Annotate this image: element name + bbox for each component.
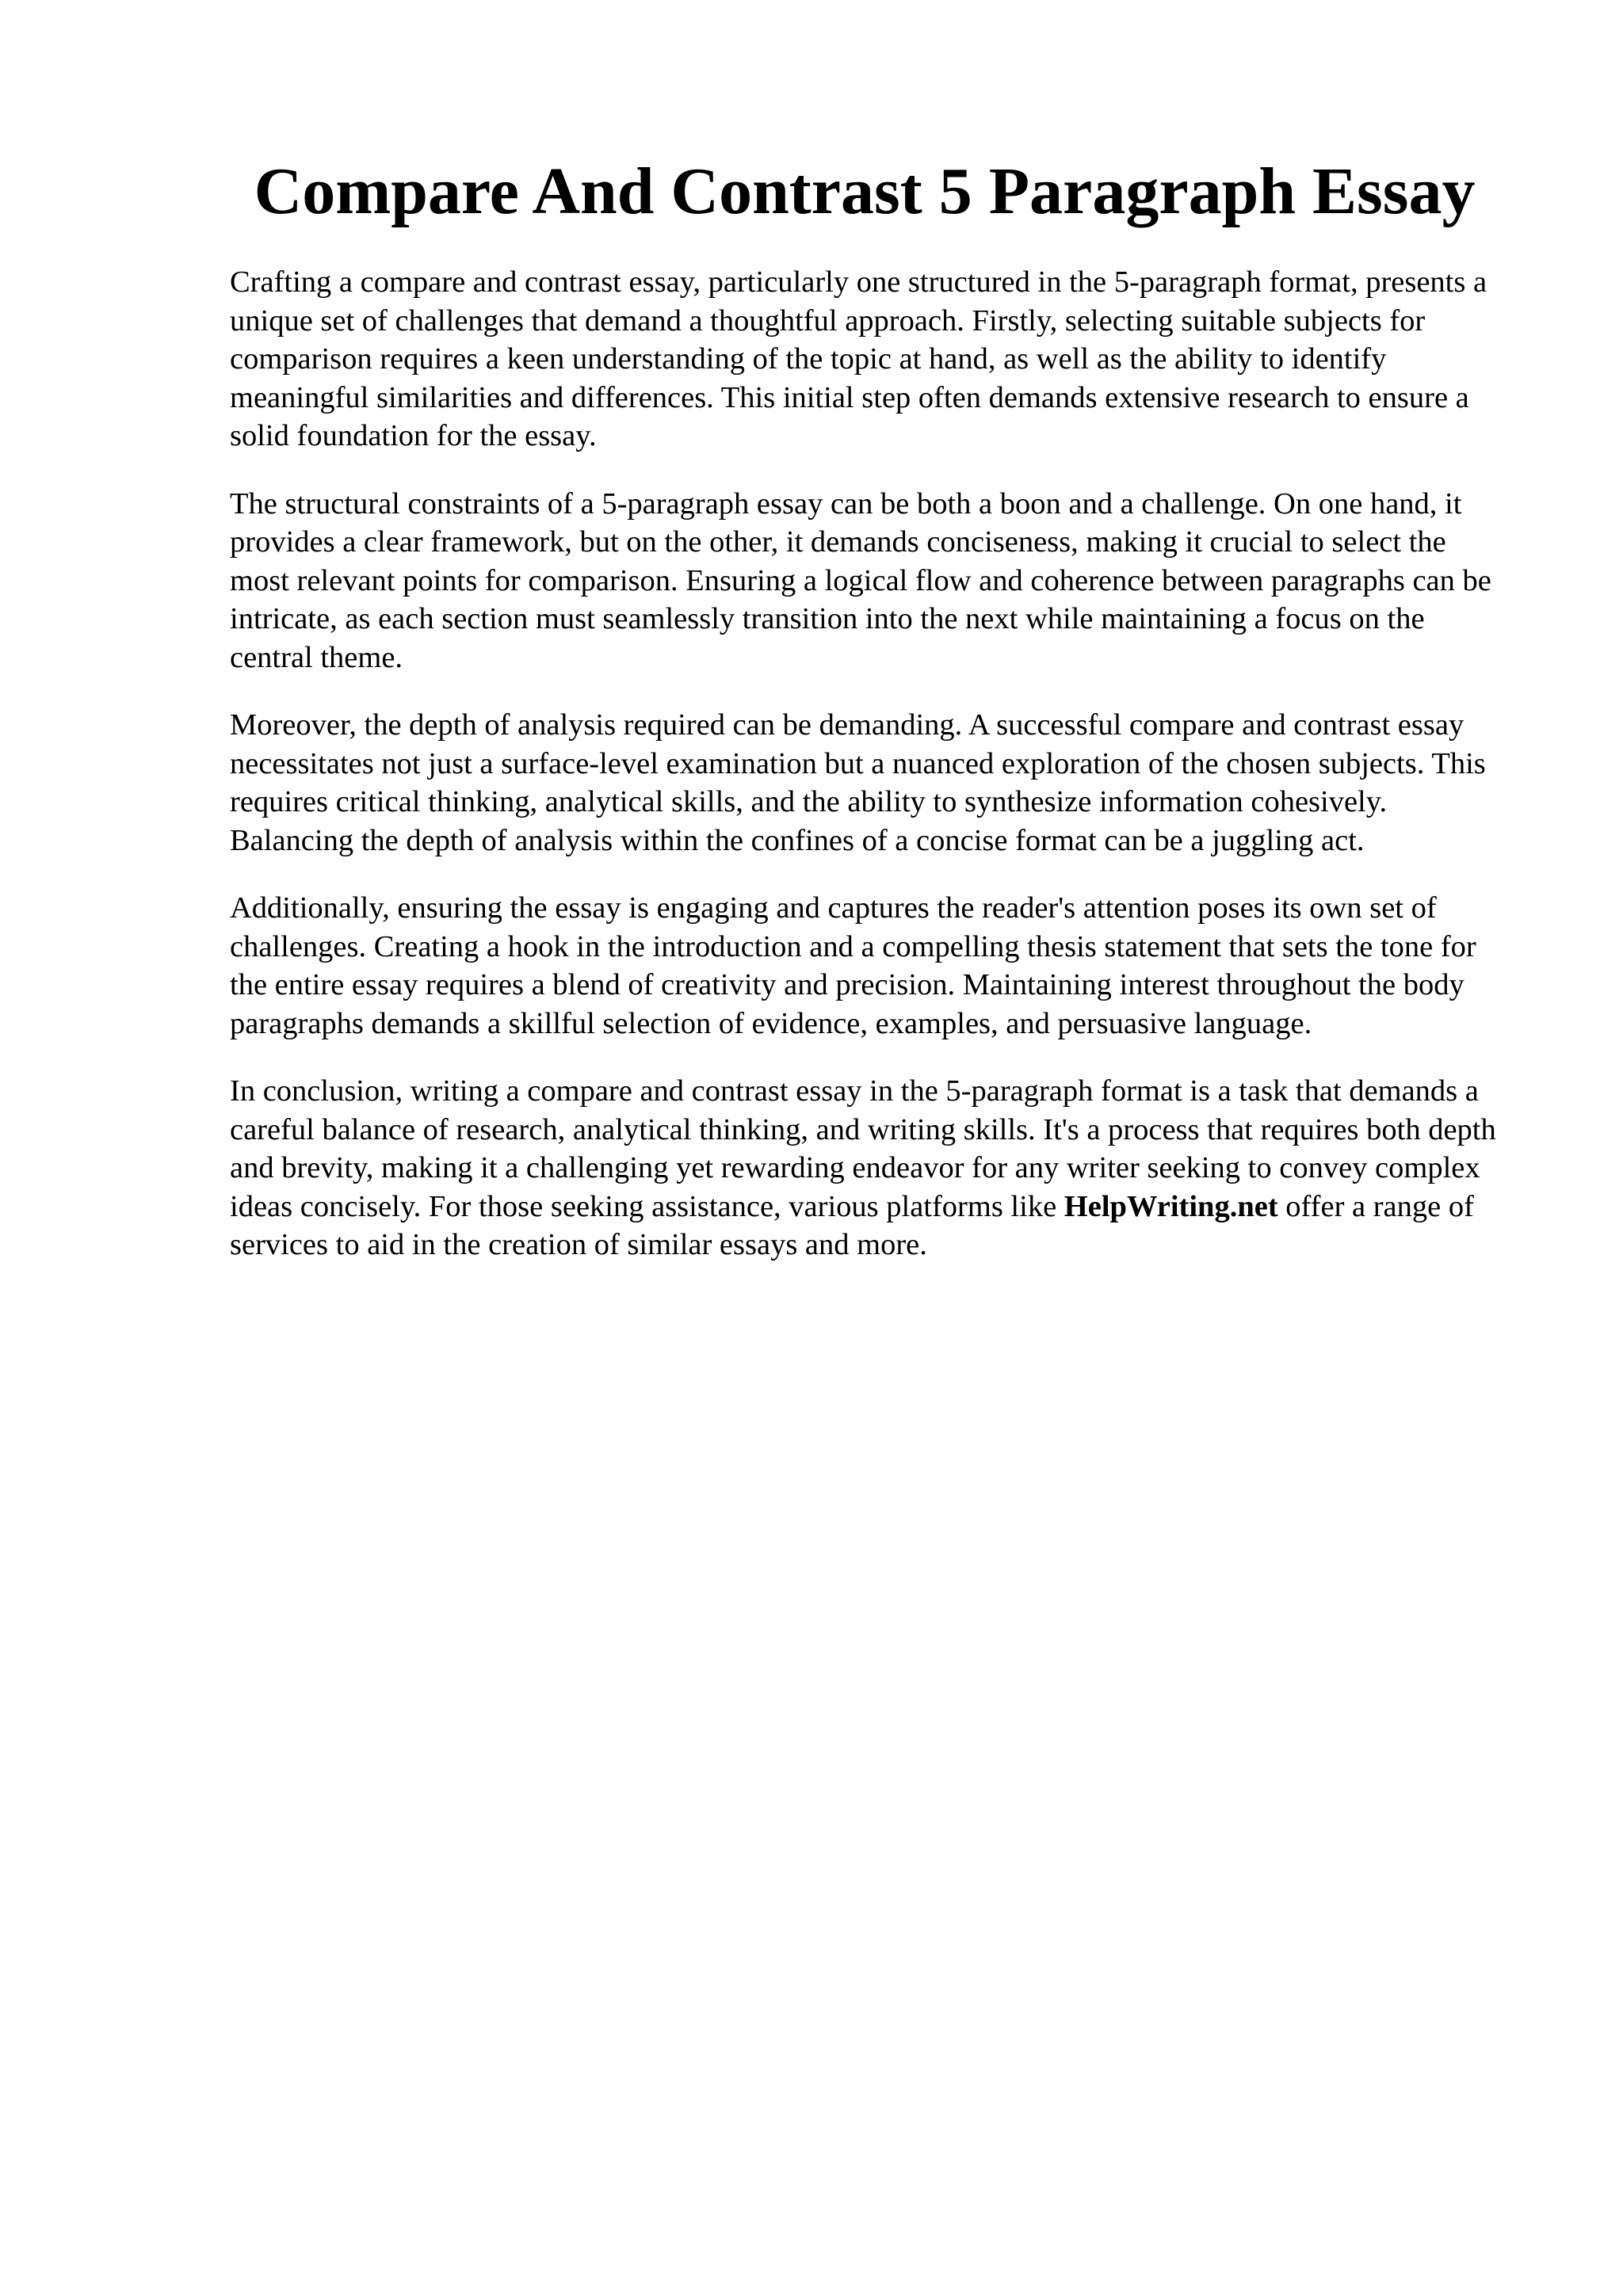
paragraph-3: Moreover, the depth of analysis required can be demanding. A successful compare and contrast essay necessitates not just a surface-level examination but a nuanced exploration of the chosen subjects. This requires critical thinking, analytical skills, and the ability to synthesize information cohesively. Balancing the depth of analysis within the confines of a concise format can be a juggling act. bbox=[230, 708, 1486, 857]
paragraph-5-conclusion bbox=[230, 1072, 1499, 1264]
essay-body bbox=[230, 263, 1499, 1294]
conclusion-text-before: In conclusion, writing a compare and contrast essay in the 5-paragraph format is a task that demands a careful balance of research, analytical thinking, and writing skills. It's a process that requires both depth and brevity, making it a challenging yet rewarding endeavor for any writer seeking to convey complex ideas concisely. For those seeking assistance, various platforms like bbox=[230, 1074, 1496, 1223]
paragraph-2: The structural constraints of a 5-paragraph essay can be both a boon and a challenge. On one hand, it provides a clear framework, but on the other, it demands conciseness, making it crucial to select the most relevant points for comparison. Ensuring a logical flow and coherence between paragraphs can be intricate, as each section must seamlessly transition into the next while maintaining a focus on the central theme. bbox=[230, 486, 1491, 674]
document-title: Compare And Contrast 5 Paragraph Essay bbox=[254, 154, 1476, 228]
paragraph-1: Crafting a compare and contrast essay, particularly one structured in the 5-paragraph format, presents a unique set of challenges that demand a thoughtful approach. Firstly, selecting suitable subjects for comparison requires a keen understanding of the topic at hand, as well as the ability to identify meaningful similarities and differences. This initial step often demands extensive research to ensure a solid foundation for the essay. bbox=[230, 265, 1487, 452]
brand-name: HelpWriting.net bbox=[1064, 1189, 1278, 1223]
conclusion-text-after: offer a range of services to aid in the creation of similar essays and more. bbox=[230, 1189, 1474, 1261]
paragraph-4: Additionally, ensuring the essay is engaging and captures the reader's attention poses its own set of challenges. Creating a hook in the introduction and a compelling thesis statement that sets the tone for the entire essay requires a blend of creativity and precision. Maintaining interest throughout the body paragraphs demands a skillful selection of evidence, examples, and persuasive language. bbox=[230, 891, 1476, 1040]
